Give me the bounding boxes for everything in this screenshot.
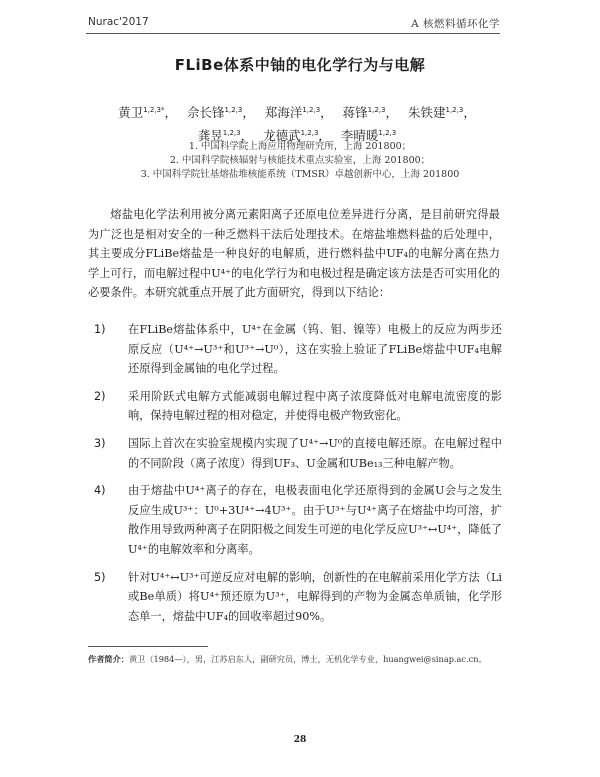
author: 朱铁建$^{1,2,3}$， [407,105,476,121]
list-item [88,320,502,379]
section-label: A 核燃料循环化学 [411,18,500,30]
author: 蒋锋$^{1,2,3}$， [342,105,398,121]
author: 佘长锋$^{1,2,3}$， [187,105,255,121]
item-text: 针对U⁴⁺↔U³⁺可逆反应对电解的影响，创新性的在电解前采用化学方法（Li或Be单质）将U⁴⁺预还原为U³⁺，电解得到的产物为金属态单质铀，化学形态单一，熔盐中UF₄的回收率超过90%。 [128,570,502,623]
footnote-text: 黄卫（1984—），男，江苏启东人，副研究员，博士，无机化学专业，huangwei@sinap.ac.cn。 [128,654,487,664]
conference-label: Nurac'2017 [88,16,149,28]
author: 李晴暖$^{1,2,3}$ [340,128,397,144]
footnote-label: 作者简介： [88,654,129,664]
item-number: 4) [94,484,106,498]
item-number: 2) [94,389,106,403]
footnote-divider [88,646,208,647]
item-number: 5) [94,570,106,584]
item-text: 国际上首次在实验室规模内实现了U⁴⁺→U⁰的直接电解还原。在电解过程中的不同阶段（离子浓度）得到UF₃、U金属和UBe₁₃三种电解产物。 [128,436,502,470]
author: 黄卫$^{1,2,3*}$， [118,105,178,121]
author: 龙德武$^{1,2,3}$， [263,128,331,144]
affiliation: 2. 中国科学院核辐射与核能技术重点实验室，上海 201800； [169,155,431,166]
abstract-paragraph: 熔盐电化学法利用被分离元素阳离子还原电位差异进行分离，是目前研究得最为广泛也是相对安全的一种乏燃料干法后处理技术。在熔盐堆燃料盐的后处理中，其主要成分FLiBe熔盐是一种良好的电解质，进行燃料盐中UF₄的电解分离在热力学上可行，而电解过程中U⁴⁺的电化学行为和电极过程是确定该方法是否可实用化的必要条件。本研究就重点开展了此方面研究，得到以下结论： [88,208,500,300]
list-item [88,568,502,627]
list-item [88,387,502,426]
item-text: 在FLiBe熔盐体系中，U⁴⁺在金属（钨、钼、镍等）电极上的反应为两步还原反应（U⁴⁺→U³⁺和U³⁺→U⁰），这在实验上验证了FLiBe熔盐中UF₄电解还原得到金属铀的电化学过程。 [128,323,502,376]
page-number: 28 [293,735,307,745]
paper-title: FLiBe体系中铀的电化学行为与电解 [174,56,426,74]
affiliation: 3. 中国科学院钍基熔盐堆核能系统（TMSR）卓越创新中心，上海 201800 [140,169,460,180]
author-footnote [88,654,508,665]
header-divider [86,33,500,34]
author: 郑海洋$^{1,2,3}$， [264,105,333,121]
list-item [88,434,502,473]
affiliations [0,140,600,182]
affiliation: 1. 中国科学院上海应用物理研究所，上海 201800； [188,141,412,152]
item-text: 采用阶跃式电解方式能减弱电解过程中离子浓度降低对电解电流密度的影响，保持电解过程的相对稳定，并使得电极产物致密化。 [128,389,502,423]
item-text: 由于熔盐中U⁴⁺离子的存在，电极表面电化学还原得到的金属U会与之发生反应生成U³⁺：U⁰+3U⁴⁺→4U³⁺。由于U³⁺与U⁴⁺离子在熔盐中均可溶，扩散作用导致两种离子在阴阳极之间发生可逆的电化学反应U³⁺↔U⁴⁺，降低了U⁴⁺的电解效率和分离率。 [128,484,502,556]
conclusion-list [88,320,502,634]
author: 龚昱$^{1,2,3}$， [197,128,254,144]
item-number: 1) [94,323,106,336]
item-number: 3) [94,436,106,450]
list-item [88,481,502,559]
